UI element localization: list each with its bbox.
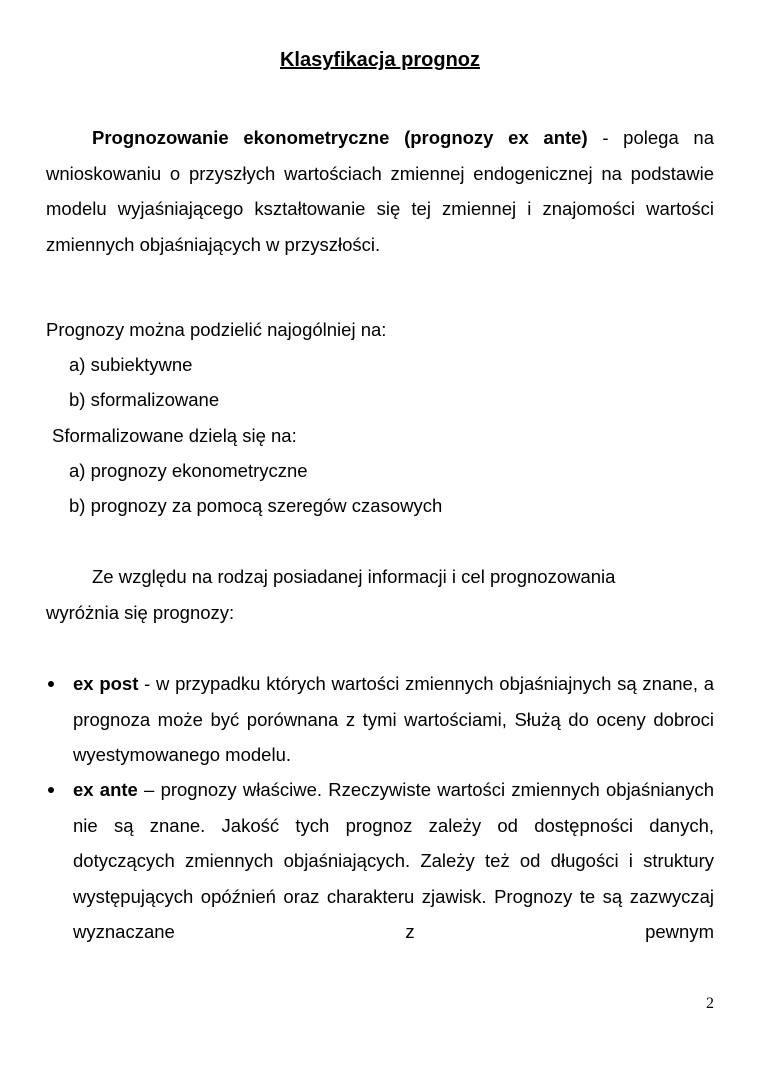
intro-lead: Prognozowanie ekonometryczne (prognozy ex ante) (92, 127, 588, 148)
bullet-dot-icon (48, 681, 54, 687)
division-sub-heading: Sformalizowane dzielą się na: (52, 425, 297, 446)
division-item-a: a) subiektywne (69, 354, 193, 375)
division-heading: Prognozy można podzielić najogólniej na: (46, 319, 387, 340)
bullet-term: ex ante (73, 779, 138, 800)
intro-paragraph (46, 120, 714, 262)
page-title: Klasyfikacja prognoz (279, 49, 481, 71)
criteria-line-1: Ze względu na rodzaj posiadanej informacji i cel prognozowania (92, 566, 616, 587)
bullet-ex-post-text (73, 666, 714, 773)
bullet-description: – prognozy właściwe. Rzeczywiste wartości zmiennych objaśnianych nie są znane. Jakość tych prognoz zależy od dostępności danych, dotyczących zmiennych objaśniających. Zależy też od długości i struktury występujących opóźnień oraz charakteru zjawisk. Prognozy te są zazwyczaj wyznaczane z pewnym (73, 779, 714, 942)
bullet-dot-icon (48, 787, 54, 793)
criteria-line-2: wyróżnia się prognozy: (46, 602, 235, 623)
division-sub-item-b: b) prognozy za pomocą szeregów czasowych (69, 495, 443, 516)
bullet-description: - w przypadku których wartości zmiennych objaśniajnych są znane, a prognoza może być porównana z tymi wartościami, Służą do oceny dobroci wyestymowanego modelu. (73, 673, 714, 765)
bullet-ex-ante-text (73, 772, 714, 950)
intro-rest: - polega na wnioskowaniu o przyszłych wartościach zmiennej endogenicznej na podstawie modelu wyjaśniającego kształtowanie się tej zmiennej i znajomości wartości zmiennych objaśniających w przyszłości. (46, 127, 715, 255)
division-item-b: b) sformalizowane (69, 389, 220, 410)
page-number: 2 (706, 995, 714, 1012)
bullet-term: ex post (73, 673, 139, 694)
division-sub-item-a: a) prognozy ekonometryczne (69, 460, 308, 481)
